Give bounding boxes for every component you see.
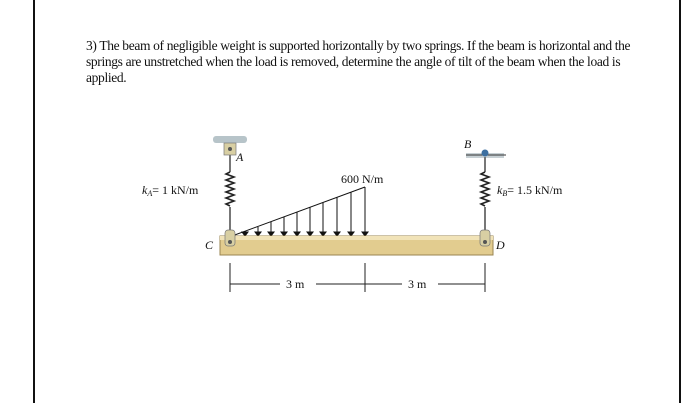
load-label: 600 N/m xyxy=(341,172,384,186)
label-b: B xyxy=(464,137,472,151)
label-c: C xyxy=(205,238,214,252)
label-d: D xyxy=(496,238,505,252)
problem-statement: 3) The beam of negligible weight is supported horizontally by two springs. If the beam is horizontal and the springs are unstretched when the load is removed, determine the angle of tilt of the beam when the load is applied. xyxy=(86,38,631,85)
support-a xyxy=(213,136,247,143)
spring-b xyxy=(481,172,489,206)
kb-label: kB= 1.5 kN/m xyxy=(497,183,563,198)
label-a: A xyxy=(236,150,244,164)
spring-a xyxy=(226,172,234,206)
dim-right-label: 3 m xyxy=(408,277,427,291)
pin-b xyxy=(482,150,489,157)
dimension-lines xyxy=(230,263,485,292)
ka-label: kA= 1 kN/m xyxy=(142,183,199,198)
dim-left-label: 3 m xyxy=(286,277,305,291)
distributed-load xyxy=(232,187,368,236)
